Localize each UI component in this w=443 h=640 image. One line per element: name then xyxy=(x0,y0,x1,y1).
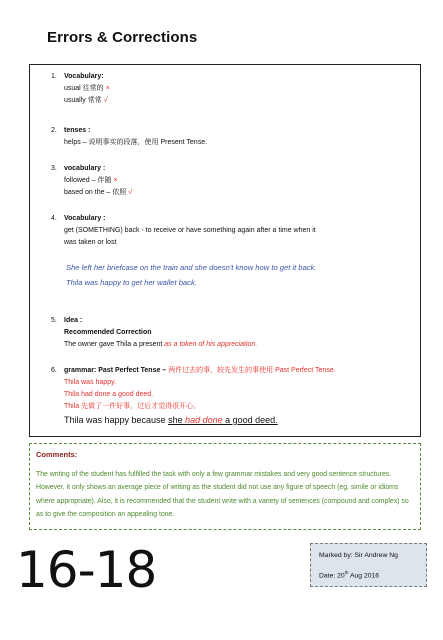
example-sentence: Thila was happy to get her wallet back. xyxy=(66,278,197,287)
item-number: 5. xyxy=(51,317,57,324)
item-line: Thila had done a good deed. xyxy=(64,391,154,398)
item-heading: Vocabulary: xyxy=(64,73,104,80)
item-line xyxy=(64,175,132,187)
date-suffix: Aug 2016 xyxy=(348,572,380,580)
corrections-box xyxy=(29,64,421,437)
marked-date xyxy=(319,570,379,579)
marked-box xyxy=(310,543,427,587)
item-number: 3. xyxy=(51,165,57,172)
item-heading: vocabulary : xyxy=(64,165,106,172)
item-tenses xyxy=(51,125,208,149)
final-sentence xyxy=(64,413,336,427)
item-line: Thila was happy. xyxy=(64,379,117,386)
item-heading xyxy=(64,365,336,377)
wrong-mark: × xyxy=(113,177,118,184)
item-heading: tenses : xyxy=(64,127,91,134)
item-line xyxy=(64,95,110,107)
example-sentence: She left her briefcase on the train and she doesn't know how to get it back. xyxy=(66,263,317,272)
comments-text: The writing of the student has fulfilled the task with only a few grammar mistakes and very good sentence structures. However, it only shows an average piece of writing as the student did not use any figure of speech (eg, simile or idioms where appropriate). Also, it is recommended that the student write with a variety of sentences (compound and complex) so as to give the composition an appealing tone. xyxy=(36,471,409,519)
item-number: 6. xyxy=(51,367,57,374)
correct-mark: √ xyxy=(103,97,108,104)
final-sentence-part: she xyxy=(168,415,186,425)
item-heading: Idea : xyxy=(64,317,83,324)
item-line-text: usual 往常的 xyxy=(64,85,104,92)
item-number: 4. xyxy=(51,215,57,222)
item-vocabulary-3 xyxy=(51,163,133,199)
final-sentence-part: a good deed. xyxy=(222,415,278,425)
comments-box xyxy=(29,443,421,530)
item-line: get (SOMETHING) back - to receive or have something again after a time when it xyxy=(64,227,316,234)
item-heading-red: 两件过去的事，较先发生的事使用 Past Perfect Tense. xyxy=(168,367,336,374)
item-grammar xyxy=(51,365,336,427)
item-subheading: Recommended Correction xyxy=(64,329,152,336)
item-vocabulary-4 xyxy=(51,213,316,249)
item-line-text: The owner gave Thila a present xyxy=(64,341,165,348)
item-line xyxy=(64,401,336,413)
item-heading-text: grammar: Past Perfect Tense – xyxy=(64,367,169,374)
item-line-text: based on the – 依照 xyxy=(64,189,127,196)
score: 16-18 xyxy=(16,541,157,599)
date-suffix-sup: th xyxy=(344,570,349,575)
wrong-mark: × xyxy=(105,85,110,92)
date-prefix: Date: 20 xyxy=(319,572,345,580)
item-line xyxy=(64,339,257,351)
item-line xyxy=(64,187,132,199)
item-line-text: Thila xyxy=(64,403,82,410)
item-number: 1. xyxy=(51,73,57,80)
item-line-red: 先做了一件好事，过后才觉得很开心。 xyxy=(81,403,201,410)
item-vocabulary-1 xyxy=(51,71,110,107)
final-sentence-start: Thila was happy because xyxy=(64,415,169,425)
item-line: helps – 说明事实的段落，使用 Present Tense. xyxy=(64,139,208,146)
final-sentence-underlined xyxy=(168,415,278,425)
final-sentence-correction: had done xyxy=(185,415,223,425)
correction-text: as a token of his appreciation. xyxy=(164,341,258,348)
marked-by: Marked by: Sir Andrew Ng xyxy=(319,552,398,559)
item-idea xyxy=(51,315,258,351)
comments-title: Comments: xyxy=(36,450,78,459)
item-line-text: followed – 伴随 xyxy=(64,177,112,184)
item-heading: Vocabulary : xyxy=(64,215,106,222)
item-line: was taken or lost xyxy=(64,239,117,246)
item-line-text: usually 常常 xyxy=(64,97,102,104)
item-number: 2. xyxy=(51,127,57,134)
item-line xyxy=(64,83,110,95)
page-title: Errors & Corrections xyxy=(47,29,198,46)
correct-mark: √ xyxy=(128,189,133,196)
